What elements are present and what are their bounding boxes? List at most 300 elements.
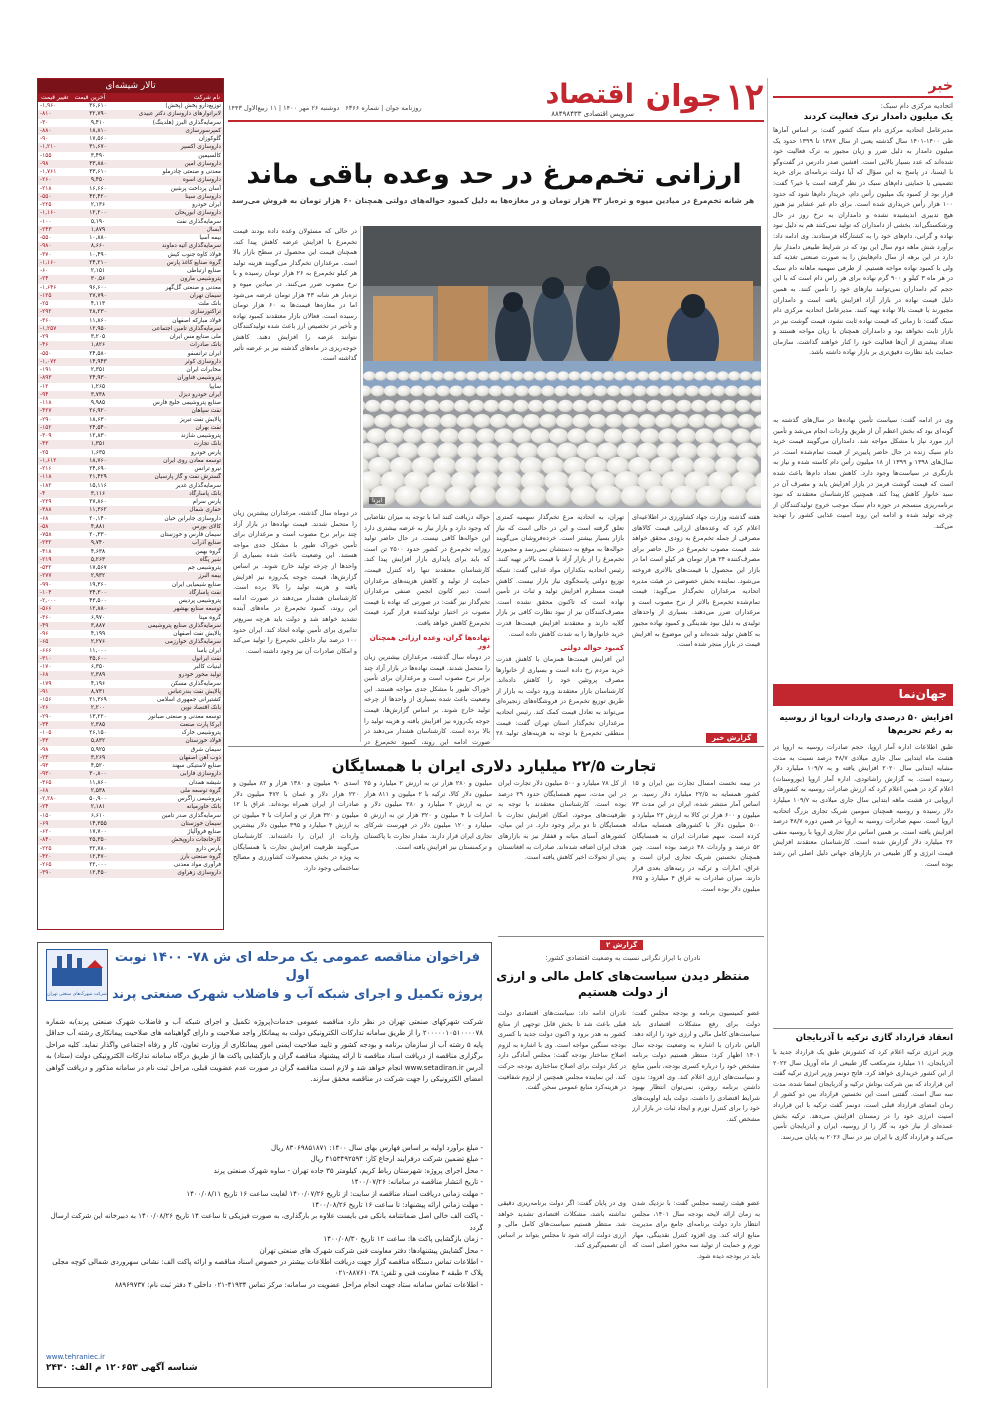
egg [637, 443, 658, 460]
last-price: ۱۳,۲۲۰ [89, 713, 107, 720]
ad-detail-item: - مهلت زمانی ارائه پیشنهاد: تا ساعت ۱۶ تاریخ ۱۴۰۰/۰۸/۲۶ [311, 1201, 483, 1210]
table-row [38, 828, 223, 836]
trade-body-1: در نیمه نخست امسال تجارت بین ایران و ۱۵ کشور همسایه به ۲۲/۵ میلیارد دلار رسید. بر اساس آمار منتشر شده، ایران در این مدت ۷۳ میلیون و ۶۰۰ هزار تن کالا به ارزش ۲۲ میلیارد و ۵۰۰ میلیون دلار با کشورهای همسایه مبادله کرده است. سهم صادرات ایران به همسایگان ۵۲ درصد و واردات ۴۸ درصد بوده است. چین همچنان نخستین شریک تجاری ایران است و عراق، امارات و ترکیه در رتبه‌های بعدی قرار دارند. میزان صادرات به عراق ۴ میلیارد و ۶۷۵ میلیون دلار بوده است. [632, 779, 760, 893]
last-price: ۲,۱۳۶ [90, 202, 106, 208]
price-change: -۲۹۰ [40, 713, 52, 720]
table-row [38, 589, 223, 597]
table-row [38, 407, 223, 415]
table-row [38, 358, 223, 366]
table-row [38, 803, 223, 811]
egg [591, 371, 603, 381]
price-change: -۹۶ [40, 631, 49, 637]
company-name: داروسازی اکسیر [180, 144, 221, 151]
last-price: ۱,۶۳۵ [90, 449, 106, 456]
egg [432, 371, 444, 381]
company-name: توسعه معدنی و صنعتی صبانور [148, 713, 221, 720]
egg [731, 428, 750, 443]
price-change: -۱,۷۶۱ [40, 169, 57, 175]
price-change: -۳۶۰ [40, 614, 52, 621]
company-name: نفت پاسارگاد [189, 589, 221, 596]
egg [424, 400, 440, 412]
company-name: شیر پگاه [199, 556, 221, 563]
lead-body-2b: این افزایش قیمت‌ها همزمان با کاهش قدرت خرید مردم رخ داده است و بسیاری از خانوارها مصرف پروتئین خود را کاهش داده‌اند. کارشناسان بازار معتقدند ورود دولت به بازار از طریق توزیع تخم‌مرغ در فروشگاه‌های زنجیره‌ای می‌تواند به تعادل قیمت کمک کند. رئیس اتحادیه مرغداران تخم‌گذار استان تهران گفت: قیمت منطقی تخم‌مرغ با توجه به هزینه‌های تولید ۲۸ [496, 655, 624, 738]
last-price: ۴,۶۳۸ [90, 548, 106, 555]
company-name: داروسازی اسوه [182, 177, 221, 184]
egg [473, 414, 490, 428]
company-name: پالایش نفت تبریز [180, 416, 221, 423]
table-row [38, 292, 223, 300]
table-row [38, 622, 223, 630]
market-table [37, 78, 224, 930]
last-price: ۱۴,۳۵۵ [89, 820, 107, 827]
last-price: ۳,۲۰۵ [90, 334, 106, 340]
ad-detail-item: - محل گشایش پیشنهادها: دفتر معاونت فنی شرکت شهرک های صنعتی تهران [259, 1246, 483, 1255]
ad-site[interactable]: www.tehraniec.ir [46, 1353, 105, 1361]
price-change: -۸۸۰ [40, 127, 52, 134]
egg [621, 485, 647, 506]
table-row [38, 787, 223, 795]
price-change: -۲۴ [40, 276, 49, 283]
company-name: سرمایه‌گذاری صدر تامین [161, 812, 221, 819]
world-item-title-2: انعقاد قرارداد گازی ترکیه با آذربایجان [795, 1033, 953, 1043]
issue-date: دوشنبه ۲۶ مهر ۱۴۰۰ | ۱۱ ربیع‌الاول ۱۴۴۳ [228, 104, 340, 112]
table-row [38, 473, 223, 481]
price-change: -۱۲ [40, 383, 49, 390]
section-title: اقتصاد [545, 79, 634, 110]
company-name: پتروشیمی خارک [181, 730, 221, 736]
table-row [38, 737, 223, 745]
egg [513, 428, 532, 443]
egg [699, 385, 713, 396]
egg [640, 428, 659, 443]
company-name: پالایش نفت اصفهان [173, 631, 221, 637]
news-header [773, 78, 953, 98]
last-price: ۲,۲۷۶ [90, 639, 106, 646]
egg [721, 400, 737, 412]
egg [617, 443, 638, 460]
last-price: ۲۴,۲۱۰ [89, 259, 107, 266]
last-price: ۲۷,۸۶۰ [89, 499, 107, 505]
table-row [38, 688, 223, 696]
egg [424, 414, 441, 428]
egg [685, 385, 699, 396]
company-name: فولاد خوزستان [185, 738, 221, 745]
price-change: -۳۹۰ [40, 870, 52, 877]
egg [420, 371, 432, 381]
egg [717, 371, 729, 381]
last-price: ۳۰,۵۶ [90, 276, 106, 283]
egg [604, 428, 623, 443]
company-name: گلوکوزان [198, 136, 221, 142]
lead-body-2: تهران، به اتحادیه مرغ تخم‌گذار سهمیه کمتری تعلق گرفته است و این در حالی است که نیاز بازار بسیار بیشتر است. خرده‌فروشان می‌گویند حواله‌ها به موقع به دستشان نمی‌رسد و مجبورند تخم‌مرغ را از بازار آزاد با قیمت بالاتر تهیه کنند. رئیس اتحادیه بنکداران مواد غذایی گفت: شبکه توزیع دولتی پاسخگوی نیاز بازار نیست. کاهش قیمت مستلزم افزایش تولید و ثبات در تأمین نهاده است که تاکنون محقق نشده است. مصرف‌کنندگان نیز از نبود نظارت کافی بر بازار گلایه دارند و معتقدند افزایش قیمت‌ها قدرت خرید خانوارها را به شدت کاهش داده است. [496, 513, 624, 638]
trade-body-3: میلیون و ۲۸۰ هزار تن به ارزش ۲ میلیارد و ۲۵ میلیون دلار کالا، ترکیه با ۲ میلیون و ۸۱۱ هزار تن به ارزش ۲ میلیارد و ۲۸۰ میلیون دلار و امارات با ۴ میلیون و ۳۲۰ هزار تن به ارزش ۵ میلیارد و ۱۲۰ میلیون دلار در فهرست شرکای تجاری ایران قرار دارند. مقدار تجارت با پاکستان و ترکمنستان نیز افزایش یافته است. [364, 779, 492, 851]
company-name: تولید محور خودرو [178, 672, 221, 679]
egg [520, 485, 546, 506]
last-price: ۲۲,۰۰۰ [89, 862, 107, 868]
table-row [38, 350, 223, 358]
news-item-body: مدیرعامل اتحادیه مرکزی دام سبک کشور گفت: بر اساس آمارها طی ۱۴۰۰-۱۴۰۱ سال گذشته یعنی از سال ۱۳۸۷ تا ۱۳۹۹ حدود یک میلیون دامدار به دلیل ضرر و زیان مجبور به ترک فعالیت خود شده‌اند که عدد بسیار بالایی است. افشین صدر دادرس در گفت‌وگو با ایسنا، در پاسخ به این سؤال که آیا دولت برنامه‌ای برای خرید تضمینی یا حمایتی دام‌های سبک در نظر گرفته است یا خیر؟ گفت: قرار بود از کمبود یک میلیون رأس دام، خریدار دام‌ها شود که حدود ۱۰۰ هزار رأس خریداری شده است. برای دام غیر عشایر نیز هنوز هیچ تدبیری اندیشیده نشده و دامداران به نرخ روز در حال ورشکستگی‌اند. بخشی از دامداران که تولید نمی‌کنند هم به دلیل نبود نهاده و گرانی، دام‌های خود را به کشتارگاه فرستادند. وی ادامه داد: برآورد شش ماهه دوم سال این بود که در شرایط طبیعی دامدار نیاز دارد در این برهه از سال دام‌هایش را به صورت صنعتی تغذیه کند ولی با کمبود نهاده مواجه هستیم. از طرفی سهمیه ماهانه دام سبک در هر ماه ۳ کیلو و ۹۰۰ گرم نهاده برای هر راس دام است که با این حجم کم دامداران نمی‌توانند نیازهای خود را تأمین کنند. به همین دلیل قیمت نهاده در بازار آزاد افزایش یافته است و دامداران مجبورند با قیمت بالا نهاده تهیه کنند. مدیرعامل اتحادیه مرکزی دام سبک گفت: تا زمانی که قیمت نهاده ثابت نشود، قیمت گوشت نیز در بازار ثابت نخواهد بود و دامداران همچنان با زیان مواجه هستند و تعداد بیشتری از آن‌ها فعالیت خود را کنار خواهند گذاشت. سازمان حمایت باید نظارت دقیق‌تری بر بازار نهاده داشته باشد. [773, 126, 953, 357]
table-row [38, 754, 223, 762]
egg [384, 385, 398, 396]
budget-body-4: وی در پایان گفت: اگر دولت برنامه‌ریزی دقیقی نداشته باشد، مشکلات اقتصادی تشدید خواهد شد. منتظر هستیم سیاست‌های کامل مالی و ارزی دولت ارائه شود تا مجلس بتواند بر اساس آن تصمیم‌گیری کند. [498, 1199, 626, 1250]
egg [397, 385, 411, 396]
table-row [38, 399, 223, 407]
egg [721, 414, 738, 428]
table-row [38, 432, 223, 440]
table-row [38, 762, 223, 770]
last-price: ۹,۷۴۰ [90, 540, 106, 547]
egg [423, 385, 437, 396]
price-change: -۲۴ [40, 804, 49, 811]
price-change: -۱,۲۵۷ [40, 325, 57, 332]
issue-number: روزنامه جوان | شماره ۶۳۶۶ [345, 104, 422, 112]
egg [363, 371, 375, 381]
price-change: -۳۰۹ [40, 433, 52, 439]
table-row [38, 333, 223, 341]
egg [546, 371, 558, 381]
table-row [38, 523, 223, 531]
egg [646, 385, 660, 396]
news-header-label: خبر [928, 78, 953, 94]
last-price: ۲۴,۶۹۰ [89, 466, 107, 472]
price-change: -۶۸ [40, 672, 49, 679]
last-price: ۱۱,۰۰۰ [89, 647, 107, 654]
egg [367, 428, 386, 443]
company-name: صنایع شیمیایی ایران [171, 581, 221, 588]
last-price: ۵۰,۹۰۰ [89, 796, 107, 802]
company-name: ذوب آهن اصفهان [179, 754, 221, 761]
egg [439, 400, 455, 412]
last-price: ۴,۱۱۳ [90, 301, 106, 307]
last-price: ۲,۱۸۱ [90, 804, 106, 811]
ad-detail-item: - مهلت زمانی دریافت اسناد مناقصه از سایت: از تاریخ ۱۴۰۰/۰۷/۲۶ لغایت ساعت ۱۶ تاریخ ۱۴۰۰/۰۸/۱۱ [186, 1189, 483, 1198]
egg [594, 385, 608, 396]
egg [607, 385, 621, 396]
egg [512, 371, 524, 381]
price-change: -۴ [40, 490, 46, 497]
price-change: -۶۸ [40, 787, 49, 794]
last-price: ۸,۷۳۱ [90, 688, 106, 695]
egg [672, 385, 686, 396]
egg [454, 400, 470, 412]
egg [691, 400, 707, 412]
last-price: ۶,۶۱۰ [90, 812, 106, 819]
table-row [38, 680, 223, 688]
egg [463, 385, 477, 396]
company-name: پتروشیمی جم [187, 565, 221, 571]
egg [587, 400, 603, 412]
egg [476, 385, 490, 396]
world-divider [773, 1028, 953, 1029]
price-change: -۹۳ [40, 763, 49, 769]
price-change: -۶۲۰ [40, 829, 52, 835]
egg [407, 414, 424, 428]
company-name: گروه مپنا [198, 614, 221, 621]
table-row [38, 160, 223, 168]
world-item-body: طبق اطلاعات اداره آمار اروپا، حجم صادرات روسیه به اروپا در هشت ماه ابتدایی سال جاری میلادی ۴۸/۷ درصد نسبت به مدت مشابه ابتدایی سال ۲۰۲۰ افزایش یافته و به ۱۰۹/۷ میلیارد دلار رسیده است. به گزارش راشاتودی، اداره آمار اروپا (یوروستات) اعلام کرد در همین اعلام کرد که ارزش صادرات روسیه به کشورهای اروپایی در هشت ماهه ابتدایی سال جاری میلادی به ۱۰۹/۷ میلیارد دلار رسیده و روسیه همچنان سومین شریک تجاری بزرگ اتحادیه اروپا است. سهم صادرات روسیه به اروپا در همین دوره ۴۸/۷ درصد افزایش یافته است. بر همین اساس تراز تجاری اروپا با روسیه منفی ۲۶ میلیارد دلار گزارش شده است. کارشناسان معتقدند افزایش قیمت انرژی و گاز طبیعی در بازارهای جهانی دلیل اصلی این رشد بوده است. [773, 743, 953, 868]
egg [589, 414, 606, 428]
company-name: توزیع‌دارو پخش (پخش) [165, 103, 221, 109]
last-price: ۳,۱۱۶ [90, 490, 106, 497]
egg [436, 385, 450, 396]
last-price: ۱۴,۹۴۳ [89, 358, 107, 365]
company-name: صنایع فروآلیاژ [187, 829, 221, 835]
egg [398, 371, 410, 381]
egg [477, 443, 498, 460]
company-name: بانک اقتصاد نوین [180, 705, 221, 712]
price-change: -۲۹۰ [40, 416, 52, 423]
price-change: -۱۱۸ [40, 474, 52, 481]
egg [736, 400, 752, 412]
company-name: آسان پرداخت پرشین [170, 185, 221, 192]
last-price: ۴,۸۸۱ [90, 523, 106, 530]
table-row [38, 449, 223, 457]
world-item-body-2: وزیر انرژی ترکیه اعلام کرد که کشورش طبق یک قرارداد جدید با آذربایجان، ۱۱ میلیارد مترمکعب گاز طبیعی از ماه آوریل سال ۲۰۲۲ از این کشور خریداری خواهد کرد. فاتح دونمز وزیر انرژی ترکیه گفت این قرارداد که بین شرکت بوتاش ترکیه و آذربایجان امضا شده، مدت سه سال است. گفتنی است این نخستین قرارداد بین دو کشور از زمان امضای قرارداد قبلی است. دونمز گفت ترکیه با این قرارداد امنیت انرژی خود را در زمستان افزایش می‌دهد. ترکیه بخش عمده‌ای از نیاز خود به گاز را از روسیه، ایران و آذربایجان تأمین می‌کند و قرارداد گازی با ایران نیز در سال ۲۰۲۶ به پایان می‌رسد. [773, 1048, 953, 1141]
company-name: تراکتورسازی [190, 309, 221, 316]
last-price: ۸,۶۶۰ [90, 243, 106, 250]
egg [705, 371, 717, 381]
table-row [38, 853, 223, 861]
budget-kicker: نادران با ابراز نگرانی نسبت به وضعیت اقتصادی کشور: [545, 954, 701, 962]
last-price: ۲,۵۳۸ [90, 787, 106, 794]
company-name: فولاد مبارکه اصفهان [172, 317, 221, 324]
company-name: آبسال [206, 226, 221, 233]
table-row [38, 440, 223, 448]
egg [688, 414, 705, 428]
price-change: -۹۳۰ [40, 771, 52, 778]
lead-body-1: هفته گذشته وزارت جهاد کشاورزی در اطلاعیه‌ای اعلام کرد که وعده‌های ارزانی قیمت کالاهای مصرفی از جمله تخم‌مرغ به زودی محقق خواهد شد. قیمت مصوب تخم‌مرغ در حال حاضر برای مصرف‌کننده ۲۴ هزار تومان هر کیلو است اما در بازار این محصول با قیمت‌های بالاتری فروخته می‌شود. نماینده بخش خصوصی در هیئت مدیره اتحادیه مرغداران تخم‌گذار می‌گوید: قیمت تمام‌شده تخم‌مرغ بالاتر از نرخ مصوب است و مرغداران ضرر می‌دهند. بسیاری از واحدهای تولیدی به دلیل نبود نقدینگی و کمبود نهاده مجبور به کاهش تولید شده‌اند و این موضوع به افزایش قیمت در بازار منجر شده است. [632, 513, 760, 649]
table-row [38, 242, 223, 250]
company-name: گروه صنعتی بارز [180, 853, 221, 860]
company-name: لبنیات کالبر [193, 664, 221, 670]
egg [395, 485, 421, 506]
egg [712, 385, 726, 396]
last-price: ۲۰,۱۴۰ [89, 515, 107, 522]
table-row [38, 663, 223, 671]
company-name: بانک پاسارگاد [189, 490, 221, 497]
last-price: ۲,۹۳۲ [90, 573, 106, 580]
company-name: سایپا [209, 383, 221, 390]
egg [683, 371, 695, 381]
last-price: ۱,۲۶۵ [90, 383, 106, 390]
egg [581, 385, 595, 396]
last-price: ۱۷,۵۶۰ [89, 136, 107, 142]
table-row [38, 152, 223, 160]
last-price: ۳,۸۸۷ [90, 622, 106, 629]
egg [660, 371, 672, 381]
egg [622, 428, 641, 443]
egg [580, 371, 592, 381]
table-row [38, 836, 223, 844]
egg [380, 400, 396, 412]
egg [622, 414, 639, 428]
price-change: -۱۹۱ [40, 367, 52, 373]
egg [738, 385, 752, 396]
egg [657, 443, 678, 460]
company-name: نیرو ترانس [194, 466, 221, 472]
egg [513, 400, 529, 412]
egg [557, 443, 578, 460]
table-row [38, 845, 223, 853]
ad-details-list [46, 1143, 483, 1353]
egg [738, 414, 755, 428]
last-price: ۴,۱۹۶ [90, 680, 106, 687]
price-change: -۲۹ [40, 334, 49, 340]
egg [458, 428, 477, 443]
egg [696, 485, 722, 506]
egg [365, 400, 381, 412]
company-name: سرمایه‌گذاری آتیه دماوند [161, 243, 221, 250]
photo-credit: ایرنا [369, 497, 385, 504]
egg [539, 414, 556, 428]
table-row [38, 416, 223, 424]
table-row [38, 308, 223, 316]
table-row [38, 861, 223, 869]
company-name: سرمایه‌گذاری نفت [176, 218, 221, 225]
company-name: سرمایه‌گذاری غدیر [175, 482, 221, 489]
company-name: نفت بهران [195, 424, 221, 431]
ad-detail-item: - زمان بازگشایی پاکت ها: ساعت ۱۲ تاریخ ۱۴۰۰/۰۸/۳۰ [323, 1235, 483, 1244]
last-price: ۱۱,۸۶۰ [89, 317, 107, 324]
price-change: -۴۹ [40, 622, 49, 629]
egg [403, 428, 422, 443]
table-row [38, 770, 223, 778]
table-row [38, 729, 223, 737]
news-column [773, 78, 953, 1388]
company-name: توسعه معادن روی ایران [163, 457, 221, 464]
last-price: ۹,۴۵۰ [90, 177, 106, 184]
table-row [38, 482, 223, 490]
last-price: ۱۵,۱۱۶ [89, 482, 107, 489]
egg [617, 400, 633, 412]
table-row [38, 143, 223, 151]
egg [740, 371, 752, 381]
last-price: ۴۲,۴۲۰ [89, 193, 107, 200]
budget-body-1: عضو کمیسیون برنامه و بودجه مجلس گفت: دولت برای رفع مشکلات اقتصادی باید سیاست‌های کامل مالی و ارزی خود را ارائه دهد. الیاس نادران با اشاره به وضعیت بودجه سال ۱۴۰۱ اظهار کرد: منتظر هستیم دولت برنامه مشخص خود را درباره کسری بودجه، تأمین منابع و سیاست‌های ارزی اعلام کند. وی افزود: بدون داشتن برنامه روشن، نمی‌توان انتظار بهبود شرایط اقتصادی را داشت. دولت باید اولویت‌های خود را برای کنترل تورم و ایجاد ثبات در بازار ارز مشخص کند. [632, 1009, 760, 1123]
ad-title-1: فراخوان مناقصه عمومی یک مرحله ای ش ۷۸- ۱۴۰۰ نوبت اول [114, 950, 481, 983]
last-price: ۳۵,۶۰۰ [89, 655, 107, 662]
col-rule-1 [628, 512, 629, 740]
egg [597, 443, 618, 460]
company-name: صنایع ارتباطی [187, 268, 221, 274]
table-row [38, 696, 223, 704]
table-row [38, 383, 223, 391]
last-price: ۲۱,۳۶۹ [89, 697, 107, 703]
company-name: گسترش نفت و گاز پارسیان [154, 474, 221, 481]
last-price: ۲,۳۸۵ [90, 721, 106, 728]
company-name: سرمایه‌گذاری تامین اجتماعی [151, 325, 221, 332]
egg [659, 385, 673, 396]
table-row [38, 721, 223, 729]
table-row [38, 506, 223, 514]
table-row [38, 457, 223, 465]
last-price: ۹,۹۸۵ [90, 400, 106, 406]
egg [567, 385, 581, 396]
price-change: -۱۵۲ [40, 424, 52, 431]
price-change: -۱۰۵ [40, 730, 52, 736]
table-row [38, 226, 223, 234]
egg [500, 371, 512, 381]
price-change: -۳۱۰ [40, 655, 52, 662]
price-change: -۱,۰۷۲ [40, 358, 57, 365]
table-row [38, 498, 223, 506]
egg [531, 428, 550, 443]
table-row [38, 548, 223, 556]
egg [639, 414, 656, 428]
price-change: -۵۵۰ [40, 235, 52, 241]
table-row [38, 647, 223, 655]
egg [695, 428, 714, 443]
company-name: سرمایه‌گذاری مسکن [170, 680, 221, 687]
ad-detail-item: - محل اجرای پروژه: شهرستان رباط کریم، کیلومتر ۳۵ جاده تهران - ساوه شهرک صنعتی پرند [213, 1166, 483, 1175]
world-item-title: افزایش ۵۰ درصدی واردات اروپا از روسیه به رغم تحریم‌ها [779, 713, 953, 736]
ad-body: شرکت شهرکهای صنعتی تهران در نظر دارد مناقصه عمومی خدمات(پروژه تکمیل و اجرای شبکه آب و فاضلاب شهرک صنعتی پرند)به شماره ۲۰۰۰۰۰۱۰۵۱۰۰۰۰۷۸ را از طریق سامانه تدارکات الکترونیکی دولت به پیمانکار واجد صلاحیت و دارای گواهینامه های صلاحیت پیمانکاری رشته آب حداقل پایه ۵ رشته آب از سازمان برنامه و بودجه کشور و تایید صلاحیت ایمنی امور پیمانکاری از وزارت تعاون، کار و رفاه اجتماعی واگذار نماید. کلیه مراحل برگزاری مناقصه از دریافت اسناد مناقصه تا ارائه پیشنهاد مناقصه گران و بازگشایی پاکت ها از طریق درگاه سامانه تدارکات الکترونیکی دولت (ستاد) به آدرس www.setadiran.ir انجام خواهد شد و لازم است مناقصه گران در صورت عدم عضویت قبلی، مراحل ثبت نام در سامانه مذکور و دریافت گواهی امضای الکترونیکی را جهت شرکت در مناقصه محقق سازند. [46, 1018, 483, 1084]
price-change: -۵۵۰ [40, 193, 52, 200]
company-name: بیمه البرز [198, 573, 221, 580]
egg [371, 385, 385, 396]
company-name: کمپرسورسازی [185, 127, 221, 134]
table-row [38, 638, 223, 646]
egg [397, 443, 418, 460]
egg [523, 371, 535, 381]
last-price: ۲۴,۵۴۰ [89, 424, 107, 431]
company-name: بیمه آسیا [199, 235, 221, 241]
table-row [38, 341, 223, 349]
price-change: -۳۶۵ [40, 779, 52, 786]
egg [697, 443, 718, 460]
egg [543, 400, 559, 412]
last-price: ۱۷,۷۰۰ [89, 829, 107, 835]
egg [671, 371, 683, 381]
last-price: ۱,۸۲۶ [90, 342, 106, 349]
ad-footer: شناسه آگهی ۱۲۰۶۵۳ م الف: ۲۴۳۰ [46, 1363, 198, 1373]
price-change: -۱۸۲ [40, 482, 52, 489]
market-header [38, 79, 223, 93]
egg [637, 371, 649, 381]
company-name: داروسازی جابرابن حیان [164, 515, 221, 522]
company-name: ایران خودرو [192, 202, 221, 208]
company-name: معدنی و صنعتی گل‌گهر [165, 284, 221, 291]
last-price: ۱۰,۸۸۰ [89, 235, 107, 241]
ad-detail-item: - مبلغ برآورد اولیه بر اساس فهارس بهای سال ۱۴۰۰: ۸۳۰۶۹۸۵۱۸۷۱ ریال [271, 1144, 483, 1152]
price-change: -۸۱۰ [40, 111, 52, 118]
table-row [38, 102, 223, 110]
price-change: -۲۴۳ [40, 226, 52, 233]
table-row [38, 366, 223, 374]
table-row [38, 424, 223, 432]
budget-body-2: نادران ادامه داد: سیاست‌های اقتصادی دولت قبلی باعث شد تا بخش قابل توجهی از منابع کشور به هدر برود و اکنون دولت جدید با کسری بودجه سنگین مواجه است. وی با اشاره به لزوم اصلاح ساختار بودجه گفت: مجلس آمادگی دارد در کنار دولت برای اصلاح ساختاری بودجه حرکت کند. این نماینده مجلس همچنین از لزوم شفافیت در هزینه‌کرد منابع عمومی سخن گفت. [498, 1009, 626, 1092]
egg [440, 414, 457, 428]
price-change: -۲۶ [40, 705, 49, 712]
company-name: فرآوری مواد معدنی [173, 862, 221, 868]
table-row [38, 531, 223, 539]
news-item-title: یک میلیون دامدار ترک فعالیت کردند [803, 112, 953, 122]
table-row [38, 465, 223, 473]
price-change: -۲۱۹ [40, 556, 52, 563]
price-change: -۳۸۸ [40, 507, 52, 514]
company-name: نفت سپاهان [191, 408, 221, 415]
table-row [38, 284, 223, 292]
last-price: ۱۸,۸۱۰ [89, 127, 107, 134]
egg [573, 400, 589, 412]
table-row [38, 515, 223, 523]
last-price: ۳۲,۷۸۰ [89, 845, 107, 852]
price-change: -۹۹۰ [40, 581, 52, 588]
table-row [38, 209, 223, 217]
price-change: -۱,۹۶۰ [40, 103, 57, 109]
company-name: بانک ملت [198, 301, 221, 307]
egg [409, 371, 421, 381]
